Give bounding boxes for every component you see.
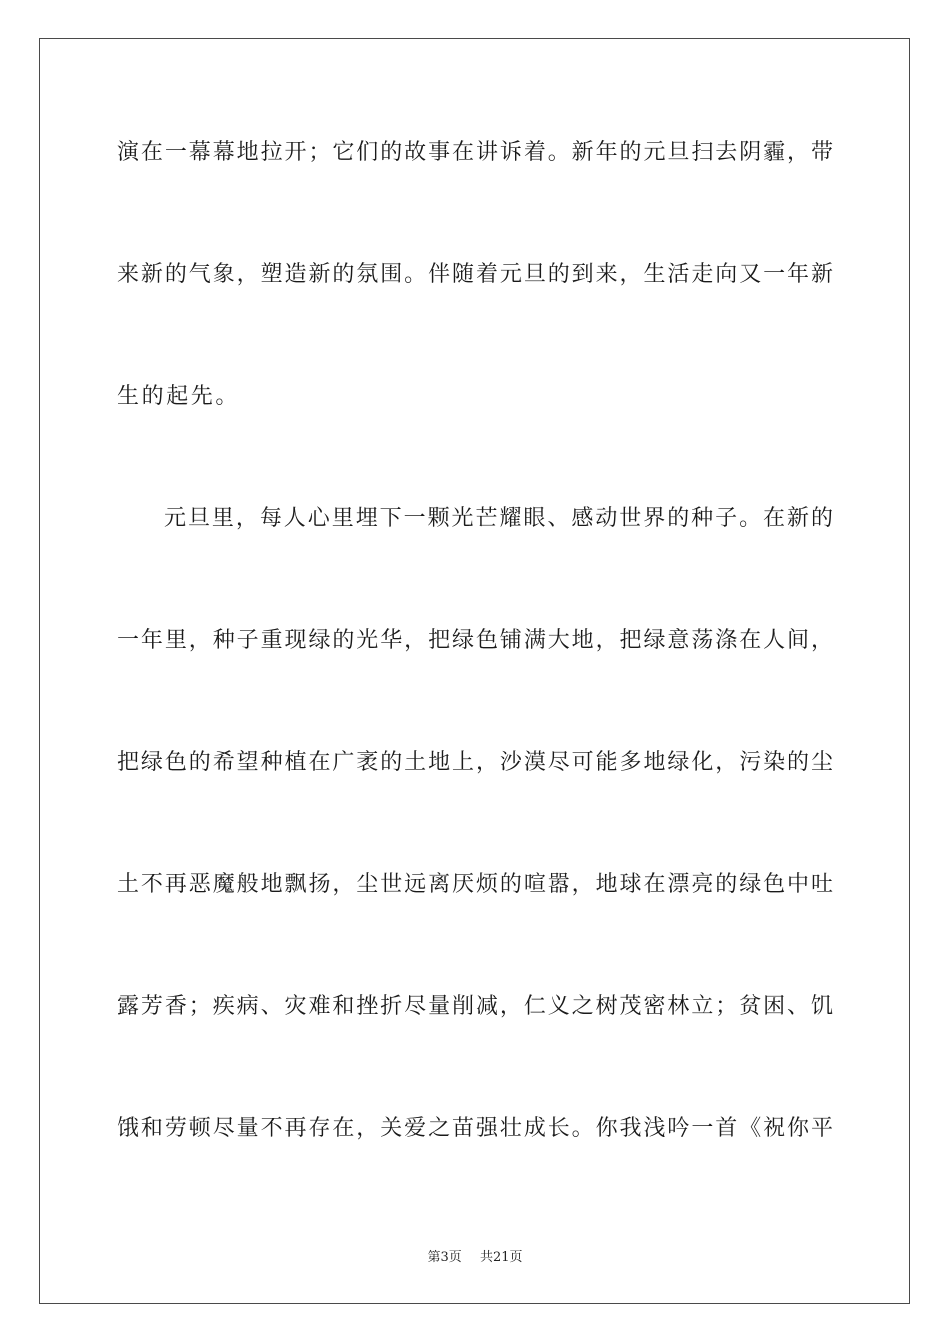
text-line: 露芳香；疾病、灾难和挫折尽量削减，仁义之树茂密林立；贫困、饥	[117, 994, 833, 1019]
text-line: 把绿色的希望种植在广袤的土地上，沙漠尽可能多地绿化，污染的尘	[117, 750, 833, 775]
text-line: 生的起先。	[117, 384, 241, 409]
paragraph-1	[117, 122, 833, 488]
paragraph-2	[117, 488, 833, 1220]
text-line: 一年里，种子重现绿的光华，把绿色铺满大地，把绿意荡涤在人间，	[117, 628, 833, 653]
text-line: 元旦里，每人心里埋下一颗光芒耀眼、感动世界的种子。在新的	[164, 506, 833, 531]
text-line: 土不再恶魔般地飘扬，尘世远离厌烦的喧嚣，地球在漂亮的绿色中吐	[117, 872, 833, 897]
page-footer	[0, 1246, 950, 1265]
text-line: 演在一幕幕地拉开；它们的故事在讲诉着。新年的元旦扫去阴霾，带	[117, 140, 833, 165]
text-line: 来新的气象，塑造新的氛围。伴随着元旦的到来，生活走向又一年新	[117, 262, 833, 287]
text-line: 饿和劳顿尽量不再存在，关爱之苗强壮成长。你我浅吟一首《祝你平	[117, 1116, 833, 1141]
page-number: 第3页	[427, 1250, 462, 1265]
document-body	[117, 122, 833, 1220]
page-total: 共21页	[479, 1250, 523, 1265]
